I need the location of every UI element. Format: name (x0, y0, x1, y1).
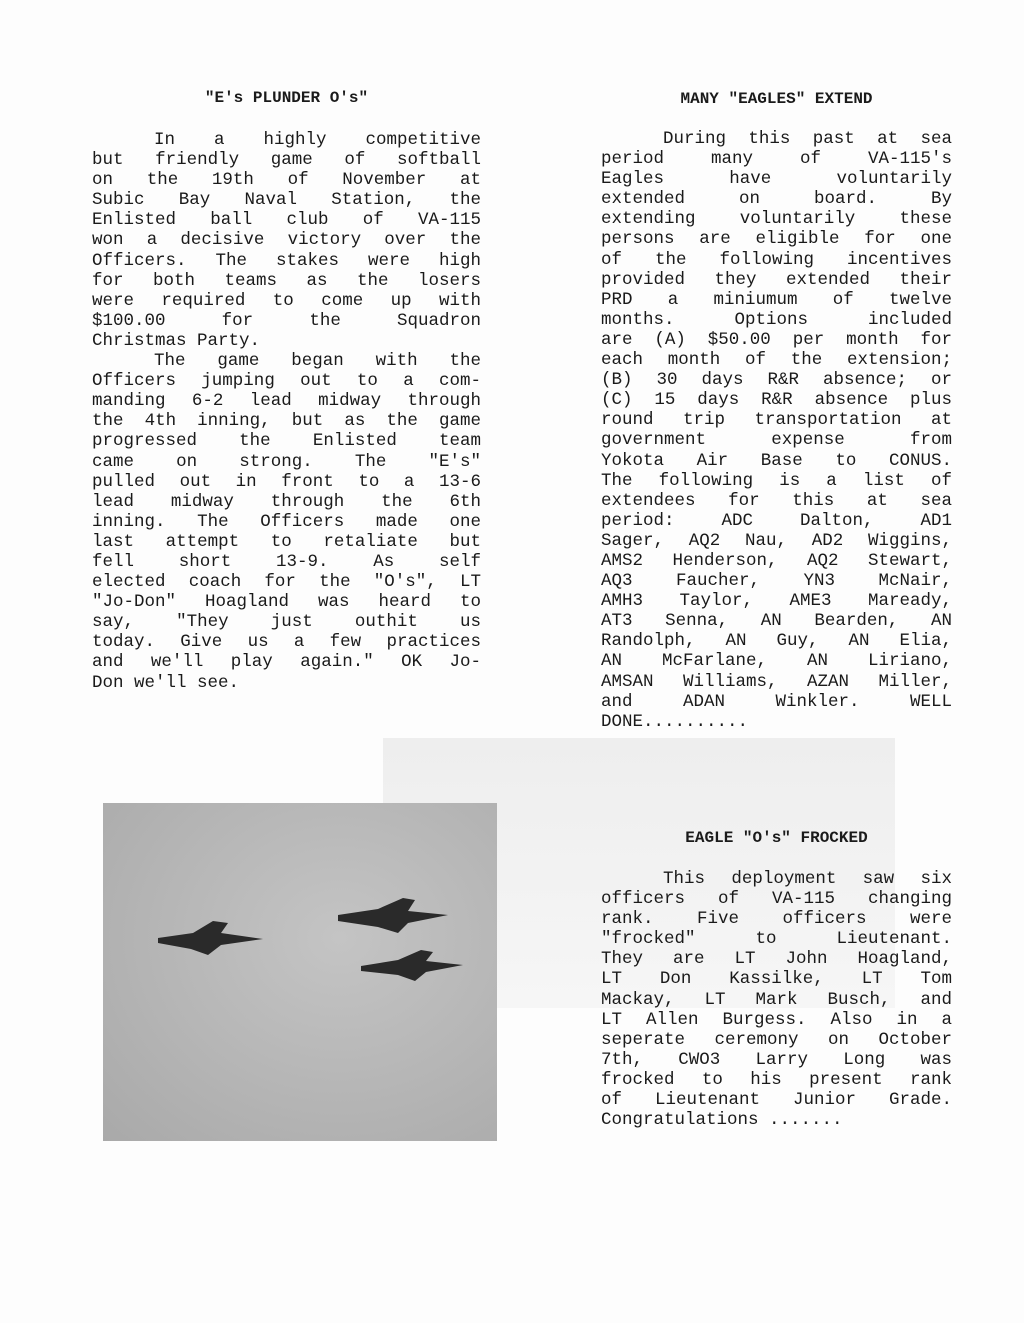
text-line: LT Allen Burgess. Also in a (601, 1009, 952, 1030)
text-line: LT Don Kassilke, LT Tom (601, 969, 952, 990)
text-line: frocked to his present rank (601, 1069, 952, 1090)
text-line: "frocked" to Lieutenant. (601, 929, 952, 950)
article-body-extend (601, 129, 952, 732)
text-line: and ADAN Winkler. WELL (601, 691, 952, 712)
text-line: period: ADC Dalton, AD1 (601, 510, 952, 531)
text-line: Yokota Air Base to CONUS. (601, 450, 952, 471)
text-line: Enlisted ball club of VA-115 (92, 210, 481, 231)
text-line: the 4th inning, but as the game (92, 411, 481, 432)
text-line: for both teams as the losers (92, 270, 481, 291)
text-line: are (A) $50.00 per month for (601, 329, 952, 350)
text-line: on the 19th of November at (92, 170, 481, 191)
article-title-frocked: EAGLE "O's" FROCKED (685, 829, 868, 847)
text-line: fell short 13-9. As self (92, 551, 481, 572)
text-line: but friendly game of softball (92, 150, 481, 171)
text-line: inning. The Officers made one (92, 511, 481, 532)
text-line: (B) 30 days R&R absence; or (601, 370, 952, 391)
text-line: lead midway through the 6th (92, 491, 481, 512)
text-line: came on strong. The "E's" (92, 451, 481, 472)
text-line: During this past at sea (663, 129, 952, 149)
text-line: AMSAN Williams, AZAN Miller, (601, 671, 952, 692)
text-line: This deployment saw six (663, 869, 952, 889)
text-line: period many of VA-115's (601, 149, 952, 170)
text-line: 7th, CWO3 Larry Long was (601, 1049, 952, 1070)
text-line: extended on board. By (601, 189, 952, 210)
text-line: Eagles have voluntarily (601, 169, 952, 190)
text-line: government expense from (601, 430, 952, 451)
text-line: months. Options included (601, 309, 952, 330)
text-line: $100.00 for the Squadron (92, 310, 481, 331)
text-line: say, "They just outhit us (92, 612, 481, 633)
text-line: were required to come up with (92, 290, 481, 311)
text-line: won a decisive victory over the (92, 230, 481, 251)
text-line: and we'll play again." OK Jo- (92, 652, 481, 673)
text-line: elected coach for the "O's", LT (92, 572, 481, 593)
text-line: The following is a list of (601, 470, 952, 491)
text-line: "Jo-Don" Hoagland was heard to (92, 592, 481, 613)
text-line: In a highly competitive (154, 130, 481, 150)
text-line: Congratulations ....... (601, 1110, 843, 1131)
text-line: seperate ceremony on October (601, 1029, 952, 1050)
text-line: Randolph, AN Guy, AN Elia, (601, 631, 952, 652)
text-line: round trip transportation at (601, 410, 952, 431)
text-line: extending voluntarily these (601, 209, 952, 230)
text-line: Subic Bay Naval Station, the (92, 190, 481, 211)
text-line: Sager, AQ2 Nau, AD2 Wiggins, (601, 530, 952, 551)
text-line: today. Give us a few practices (92, 632, 481, 653)
jet-silhouette (158, 898, 463, 981)
text-line: AQ3 Faucher, YN3 McNair, (601, 571, 952, 592)
article-body-plunder (92, 130, 481, 693)
text-line: Officers jumping out to a com- (92, 371, 481, 392)
text-line: Christmas Party. (92, 330, 261, 351)
text-line: extendees for this at sea (601, 490, 952, 511)
article-body-frocked (601, 869, 952, 1130)
text-line: They are LT John Hoagland, (601, 949, 952, 970)
text-line: AT3 Senna, AN Bearden, AN (601, 611, 952, 632)
text-line: Mackay, LT Mark Busch, and (601, 989, 952, 1010)
text-line: PRD a miniumum of twelve (601, 289, 952, 310)
text-line: AN McFarlane, AN Liriano, (601, 651, 952, 672)
text-line: AMS2 Henderson, AQ2 Stewart, (601, 550, 952, 571)
text-line: progressed the Enlisted team (92, 431, 481, 452)
article-title-plunder: "E's PLUNDER O's" (204, 89, 369, 107)
text-line: provided they extended their (601, 269, 952, 290)
text-line: of the following incentives (601, 249, 952, 270)
text-line: Officers. The stakes were high (92, 250, 481, 271)
text-line: of Lieutenant Junior Grade. (601, 1090, 952, 1111)
text-line: Don we'll see. (92, 672, 240, 693)
article-title-extend: MANY "EAGLES" EXTEND (680, 90, 873, 108)
text-line: pulled out in front to a 13-6 (92, 471, 481, 492)
text-line: manding 6-2 lead midway through (92, 391, 481, 412)
aircraft-formation-photo (103, 803, 497, 1141)
text-line: each month of the extension; (601, 350, 952, 371)
text-line: AMH3 Taylor, AME3 Maready, (601, 591, 952, 612)
text-line: persons are eligible for one (601, 229, 952, 250)
text-line: rank. Five officers were (601, 909, 952, 930)
text-line: (C) 15 days R&R absence plus (601, 390, 952, 411)
text-line: officers of VA-115 changing (601, 889, 952, 910)
text-line: DONE.......... (601, 711, 749, 732)
text-line: The game began with the (154, 351, 481, 372)
text-line: last attempt to retaliate but (92, 531, 481, 552)
